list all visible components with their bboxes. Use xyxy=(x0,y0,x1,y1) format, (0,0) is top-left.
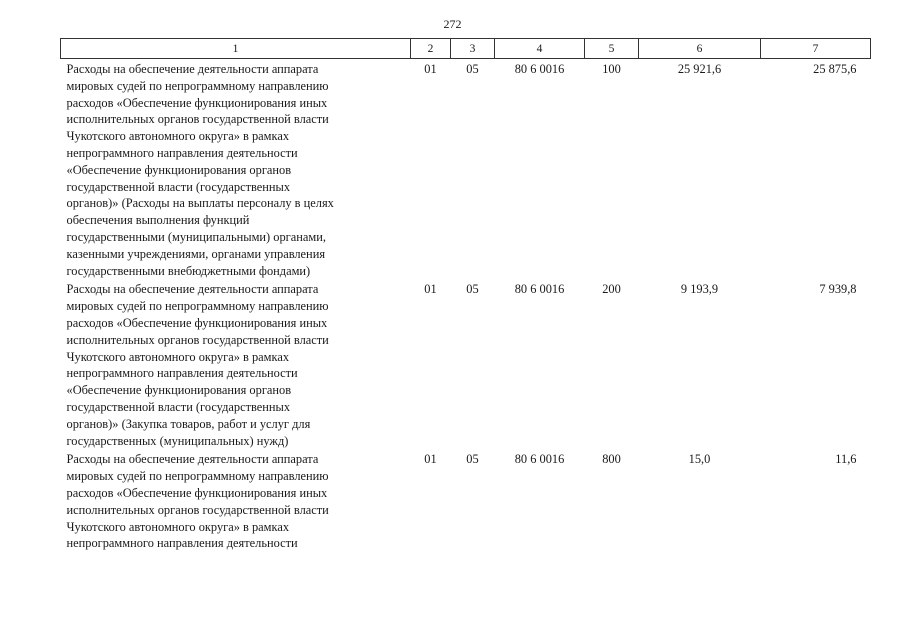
row-amount-col6: 25 921,6 xyxy=(677,62,722,76)
table-header-row xyxy=(61,39,871,59)
table-row xyxy=(61,59,871,280)
table-row xyxy=(61,449,871,552)
row-expense-type-code: 100 xyxy=(602,62,621,76)
row-section-code: 01 xyxy=(424,62,437,76)
budget-table xyxy=(60,38,871,552)
row-amount-col7: 25 875,6 xyxy=(813,62,857,76)
row-amount-col7: 11,6 xyxy=(835,452,857,467)
column-header-4: 4 xyxy=(495,39,585,59)
column-header-5: 5 xyxy=(585,39,639,59)
row-expense-type-code: 200 xyxy=(602,282,621,297)
column-header-3: 3 xyxy=(451,39,495,59)
column-header-7: 7 xyxy=(761,39,871,59)
row-description: Расходы на обеспечение деятельности аппарата мировых судей по непрограммному направлению расходов «Обеспечение функционирования иных исполнительных органов государственной власти Чукотского автономного округа» в рамках непрограммного направления деятельности «Обеспечение функционирования органов государственной власти (государственных органов)» (Расходы на выплаты персоналу в целях обеспечения выполнения функций государственными (муниципальными) органами, казенными учреждениями, органами управления государственными внебюджетными фондами) xyxy=(66,62,334,278)
row-description: Расходы на обеспечение деятельности аппарата мировых судей по непрограммному направлению расходов «Обеспечение функционирования иных исполнительных органов государственной власти Чукотского автономного округа» в рамках непрограммного направления деятельности «Обеспечение функционирования органов государственной власти (государственных органов)» (Закупка товаров, работ и услуг для государственных (муниципальных) нужд) xyxy=(66,282,329,448)
row-amount-col6: 15,0 xyxy=(688,452,711,467)
row-section-code: 01 xyxy=(424,452,437,467)
row-subsection-code: 05 xyxy=(466,452,479,467)
page-number: 272 xyxy=(443,17,462,31)
row-expense-type-code: 800 xyxy=(602,452,621,467)
row-target-article-code: 80 6 0016 xyxy=(514,452,565,467)
row-description: Расходы на обеспечение деятельности аппарата мировых судей по непрограммному направлению расходов «Обеспечение функционирования иных исполнительных органов государственной власти Чукотского автономного округа» в рамках непрограммного направления деятельности xyxy=(66,452,329,551)
column-header-2: 2 xyxy=(411,39,451,59)
column-header-6: 6 xyxy=(639,39,761,59)
row-target-article-code: 80 6 0016 xyxy=(514,62,565,76)
row-subsection-code: 05 xyxy=(466,282,479,297)
row-amount-col6: 9 193,9 xyxy=(680,282,719,297)
table-row xyxy=(61,279,871,449)
row-subsection-code: 05 xyxy=(466,62,479,76)
row-amount-col7: 7 939,8 xyxy=(819,282,857,297)
row-target-article-code: 80 6 0016 xyxy=(514,282,565,297)
column-header-1: 1 xyxy=(61,39,411,59)
row-section-code: 01 xyxy=(424,282,437,297)
